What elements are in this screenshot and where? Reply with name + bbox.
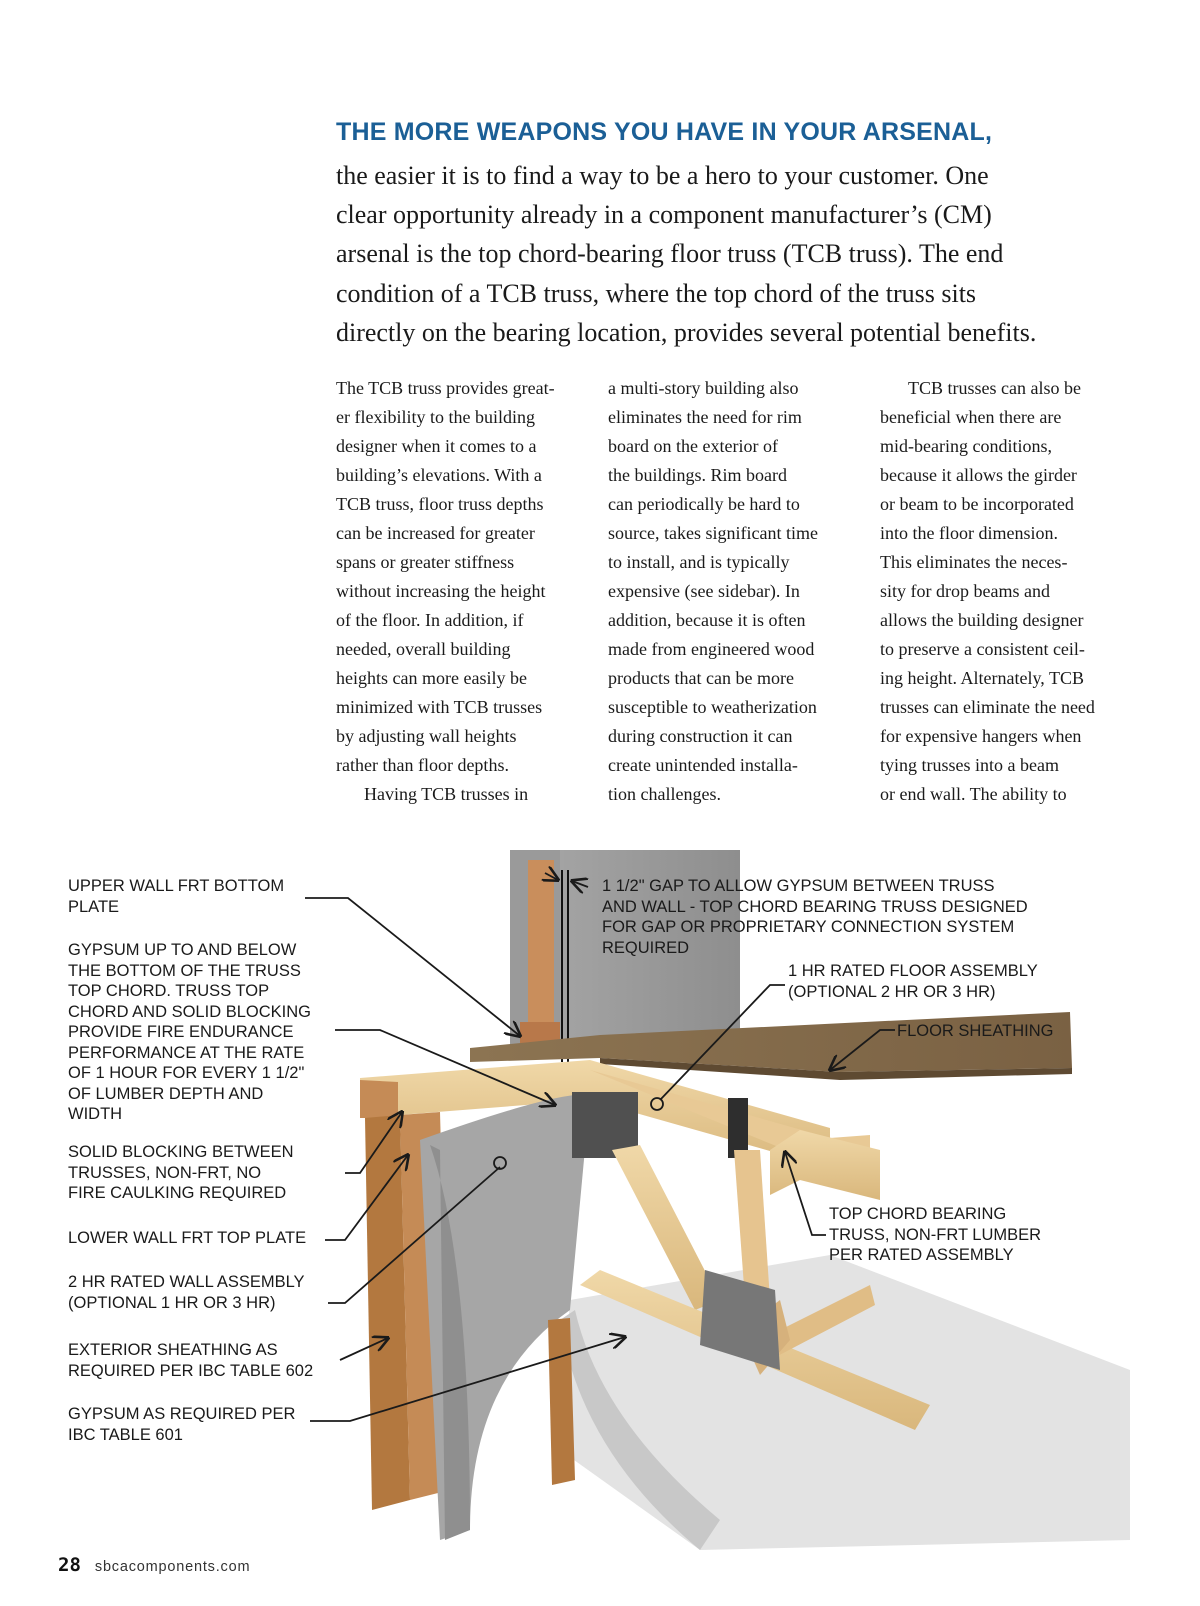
label-gypsum-up-to bbox=[68, 940, 311, 1125]
label-line: CHORD AND SOLID BLOCKING bbox=[68, 1002, 311, 1021]
body-line: trusses can eliminate the need bbox=[880, 697, 1095, 717]
truss-plate bbox=[728, 1098, 748, 1158]
lead-line: arsenal is the top chord-bearing floor truss (TCB truss). The end bbox=[336, 239, 1004, 269]
body-line: tying trusses into a beam bbox=[880, 755, 1059, 775]
lead-heading: THE MORE WEAPONS YOU HAVE IN YOUR ARSENAL, bbox=[336, 118, 993, 146]
body-line: needed, overall building bbox=[336, 639, 511, 659]
body-line: TCB trusses can also be bbox=[908, 378, 1081, 398]
label-upper-wall-plate bbox=[68, 876, 284, 917]
body-line: er flexibility to the building bbox=[336, 407, 535, 427]
lead-line: clear opportunity already in a component manufacturer’s (CM) bbox=[336, 200, 992, 230]
body-line: a multi-story building also bbox=[608, 378, 799, 398]
body-line: can be increased for greater bbox=[336, 523, 535, 543]
body-line: to install, and is typically bbox=[608, 552, 790, 572]
label-line: (OPTIONAL 1 HR OR 3 HR) bbox=[68, 1293, 276, 1312]
body-line: minimized with TCB trusses bbox=[336, 697, 543, 717]
label-line: PERFORMANCE AT THE RATE bbox=[68, 1043, 305, 1062]
body-line: into the floor dimension. bbox=[880, 523, 1058, 543]
body-line: TCB truss, floor truss depths bbox=[336, 494, 544, 514]
label-floor-assembly bbox=[788, 961, 1038, 1002]
page-footer bbox=[58, 1554, 250, 1576]
page-number: 28 bbox=[58, 1554, 81, 1576]
label-line: FIRE CAULKING REQUIRED bbox=[68, 1184, 287, 1202]
label-floor-sheathing bbox=[897, 1021, 1053, 1042]
label-line: REQUIRED bbox=[602, 938, 690, 957]
solid-blocking-face bbox=[360, 1080, 398, 1118]
label-line: (OPTIONAL 2 HR OR 3 HR) bbox=[788, 982, 996, 1001]
tcb-detail-figure bbox=[0, 850, 1200, 1570]
body-line: addition, because it is often bbox=[608, 610, 806, 630]
body-column-3 bbox=[880, 374, 1130, 809]
label-lower-wall-plate bbox=[68, 1228, 306, 1249]
lead-line: condition of a TCB truss, where the top chord of the truss sits bbox=[336, 278, 977, 308]
label-line: LOWER WALL FRT TOP PLATE bbox=[68, 1229, 307, 1247]
label-exterior-sheathing bbox=[68, 1340, 313, 1381]
label-line: TRUSSES, NON-FRT, NO bbox=[68, 1163, 262, 1182]
body-line: can periodically be hard to bbox=[608, 494, 800, 514]
body-line: sity for drop beams and bbox=[880, 581, 1050, 601]
upper-wall-stud bbox=[528, 860, 554, 1030]
body-line: mid-bearing conditions, bbox=[880, 436, 1052, 456]
site-url[interactable]: sbcacomponents.com bbox=[94, 1559, 251, 1575]
body-line: create unintended installa- bbox=[608, 755, 798, 775]
body-line: eliminates the need for rim bbox=[608, 407, 802, 427]
body-line: because it allows the girder bbox=[880, 465, 1077, 485]
label-line: AND WALL - TOP CHORD BEARING TRUSS DESIGNED bbox=[602, 897, 1028, 916]
body-line: by adjusting wall heights bbox=[336, 726, 517, 746]
body-line: spans or greater stiffness bbox=[336, 552, 515, 572]
label-line: 1 1/2" GAP TO ALLOW GYPSUM BETWEEN TRUSS bbox=[602, 877, 995, 895]
label-line: REQUIRED PER IBC TABLE 602 bbox=[68, 1361, 314, 1380]
label-line: EXTERIOR SHEATHING AS bbox=[68, 1341, 278, 1359]
label-line: SOLID BLOCKING BETWEEN bbox=[68, 1143, 294, 1161]
body-line: ing height. Alternately, TCB bbox=[880, 668, 1084, 688]
body-line: board on the exterior of bbox=[608, 436, 778, 456]
label-line: 2 HR RATED WALL ASSEMBLY bbox=[68, 1273, 305, 1291]
lead-line: the easier it is to find a way to be a hero to your customer. One bbox=[336, 161, 989, 190]
label-solid-blocking bbox=[68, 1142, 294, 1204]
label-tcb-truss bbox=[829, 1204, 1041, 1266]
body-line: during construction it can bbox=[608, 726, 793, 746]
body-line: products that can be more bbox=[608, 668, 794, 688]
lead-line: directly on the bearing location, provides several potential benefits. bbox=[336, 317, 1037, 347]
body-column-1 bbox=[336, 374, 586, 809]
body-line: of the floor. In addition, if bbox=[336, 610, 524, 630]
label-line: OF 1 HOUR FOR EVERY 1 1/2" bbox=[68, 1064, 305, 1082]
body-column-2 bbox=[608, 374, 858, 809]
body-line: the buildings. Rim board bbox=[608, 465, 787, 485]
label-line: PER RATED ASSEMBLY bbox=[829, 1246, 1014, 1264]
label-line: PLATE bbox=[68, 897, 120, 916]
body-line: tion challenges. bbox=[608, 784, 721, 804]
label-gypsum-required bbox=[68, 1404, 295, 1445]
body-line: heights can more easily be bbox=[336, 668, 527, 688]
label-line: 1 HR RATED FLOOR ASSEMBLY bbox=[788, 962, 1038, 980]
lead-paragraph bbox=[336, 156, 1136, 352]
body-line: designer when it comes to a bbox=[336, 436, 537, 456]
body-line: The TCB truss provides great- bbox=[336, 378, 555, 398]
body-line: for expensive hangers when bbox=[880, 726, 1082, 746]
body-line: or beam to be incorporated bbox=[880, 494, 1074, 514]
body-line: allows the building designer bbox=[880, 610, 1084, 630]
label-line: PROVIDE FIRE ENDURANCE bbox=[68, 1023, 294, 1041]
label-gap-note bbox=[602, 876, 1028, 958]
label-line: THE BOTTOM OF THE TRUSS bbox=[68, 961, 301, 980]
body-line: made from engineered wood bbox=[608, 639, 815, 659]
body-line: rather than floor depths. bbox=[336, 755, 509, 775]
label-line: OF LUMBER DEPTH AND bbox=[68, 1084, 264, 1103]
body-line: expensive (see sidebar). In bbox=[608, 581, 800, 601]
body-line: This eliminates the neces- bbox=[880, 552, 1068, 572]
body-line: building’s elevations. With a bbox=[336, 465, 542, 485]
label-line: UPPER WALL FRT BOTTOM bbox=[68, 877, 285, 895]
label-line: TRUSS, NON-FRT LUMBER bbox=[829, 1225, 1042, 1244]
label-line: WIDTH bbox=[68, 1105, 123, 1123]
label-line: TOP CHORD BEARING bbox=[829, 1205, 1007, 1223]
label-line: GYPSUM AS REQUIRED PER bbox=[68, 1405, 296, 1423]
body-line: to preserve a consistent ceil- bbox=[880, 639, 1085, 659]
body-line: beneficial when there are bbox=[880, 407, 1062, 427]
label-line: GYPSUM UP TO AND BELOW bbox=[68, 941, 297, 959]
label-line: FLOOR SHEATHING bbox=[897, 1022, 1054, 1040]
body-line: Having TCB trusses in bbox=[364, 784, 529, 804]
label-wall-assembly bbox=[68, 1272, 305, 1313]
body-line: without increasing the height bbox=[336, 581, 546, 601]
body-line: susceptible to weatherization bbox=[608, 697, 817, 717]
body-line: source, takes significant time bbox=[608, 523, 818, 543]
label-line: TOP CHORD. TRUSS TOP bbox=[68, 982, 270, 1000]
label-line: FOR GAP OR PROPRIETARY CONNECTION SYSTEM bbox=[602, 918, 1015, 936]
callout-upper-wall-plate bbox=[305, 898, 520, 1036]
label-line: IBC TABLE 601 bbox=[68, 1425, 183, 1444]
body-line: or end wall. The ability to bbox=[880, 784, 1067, 804]
